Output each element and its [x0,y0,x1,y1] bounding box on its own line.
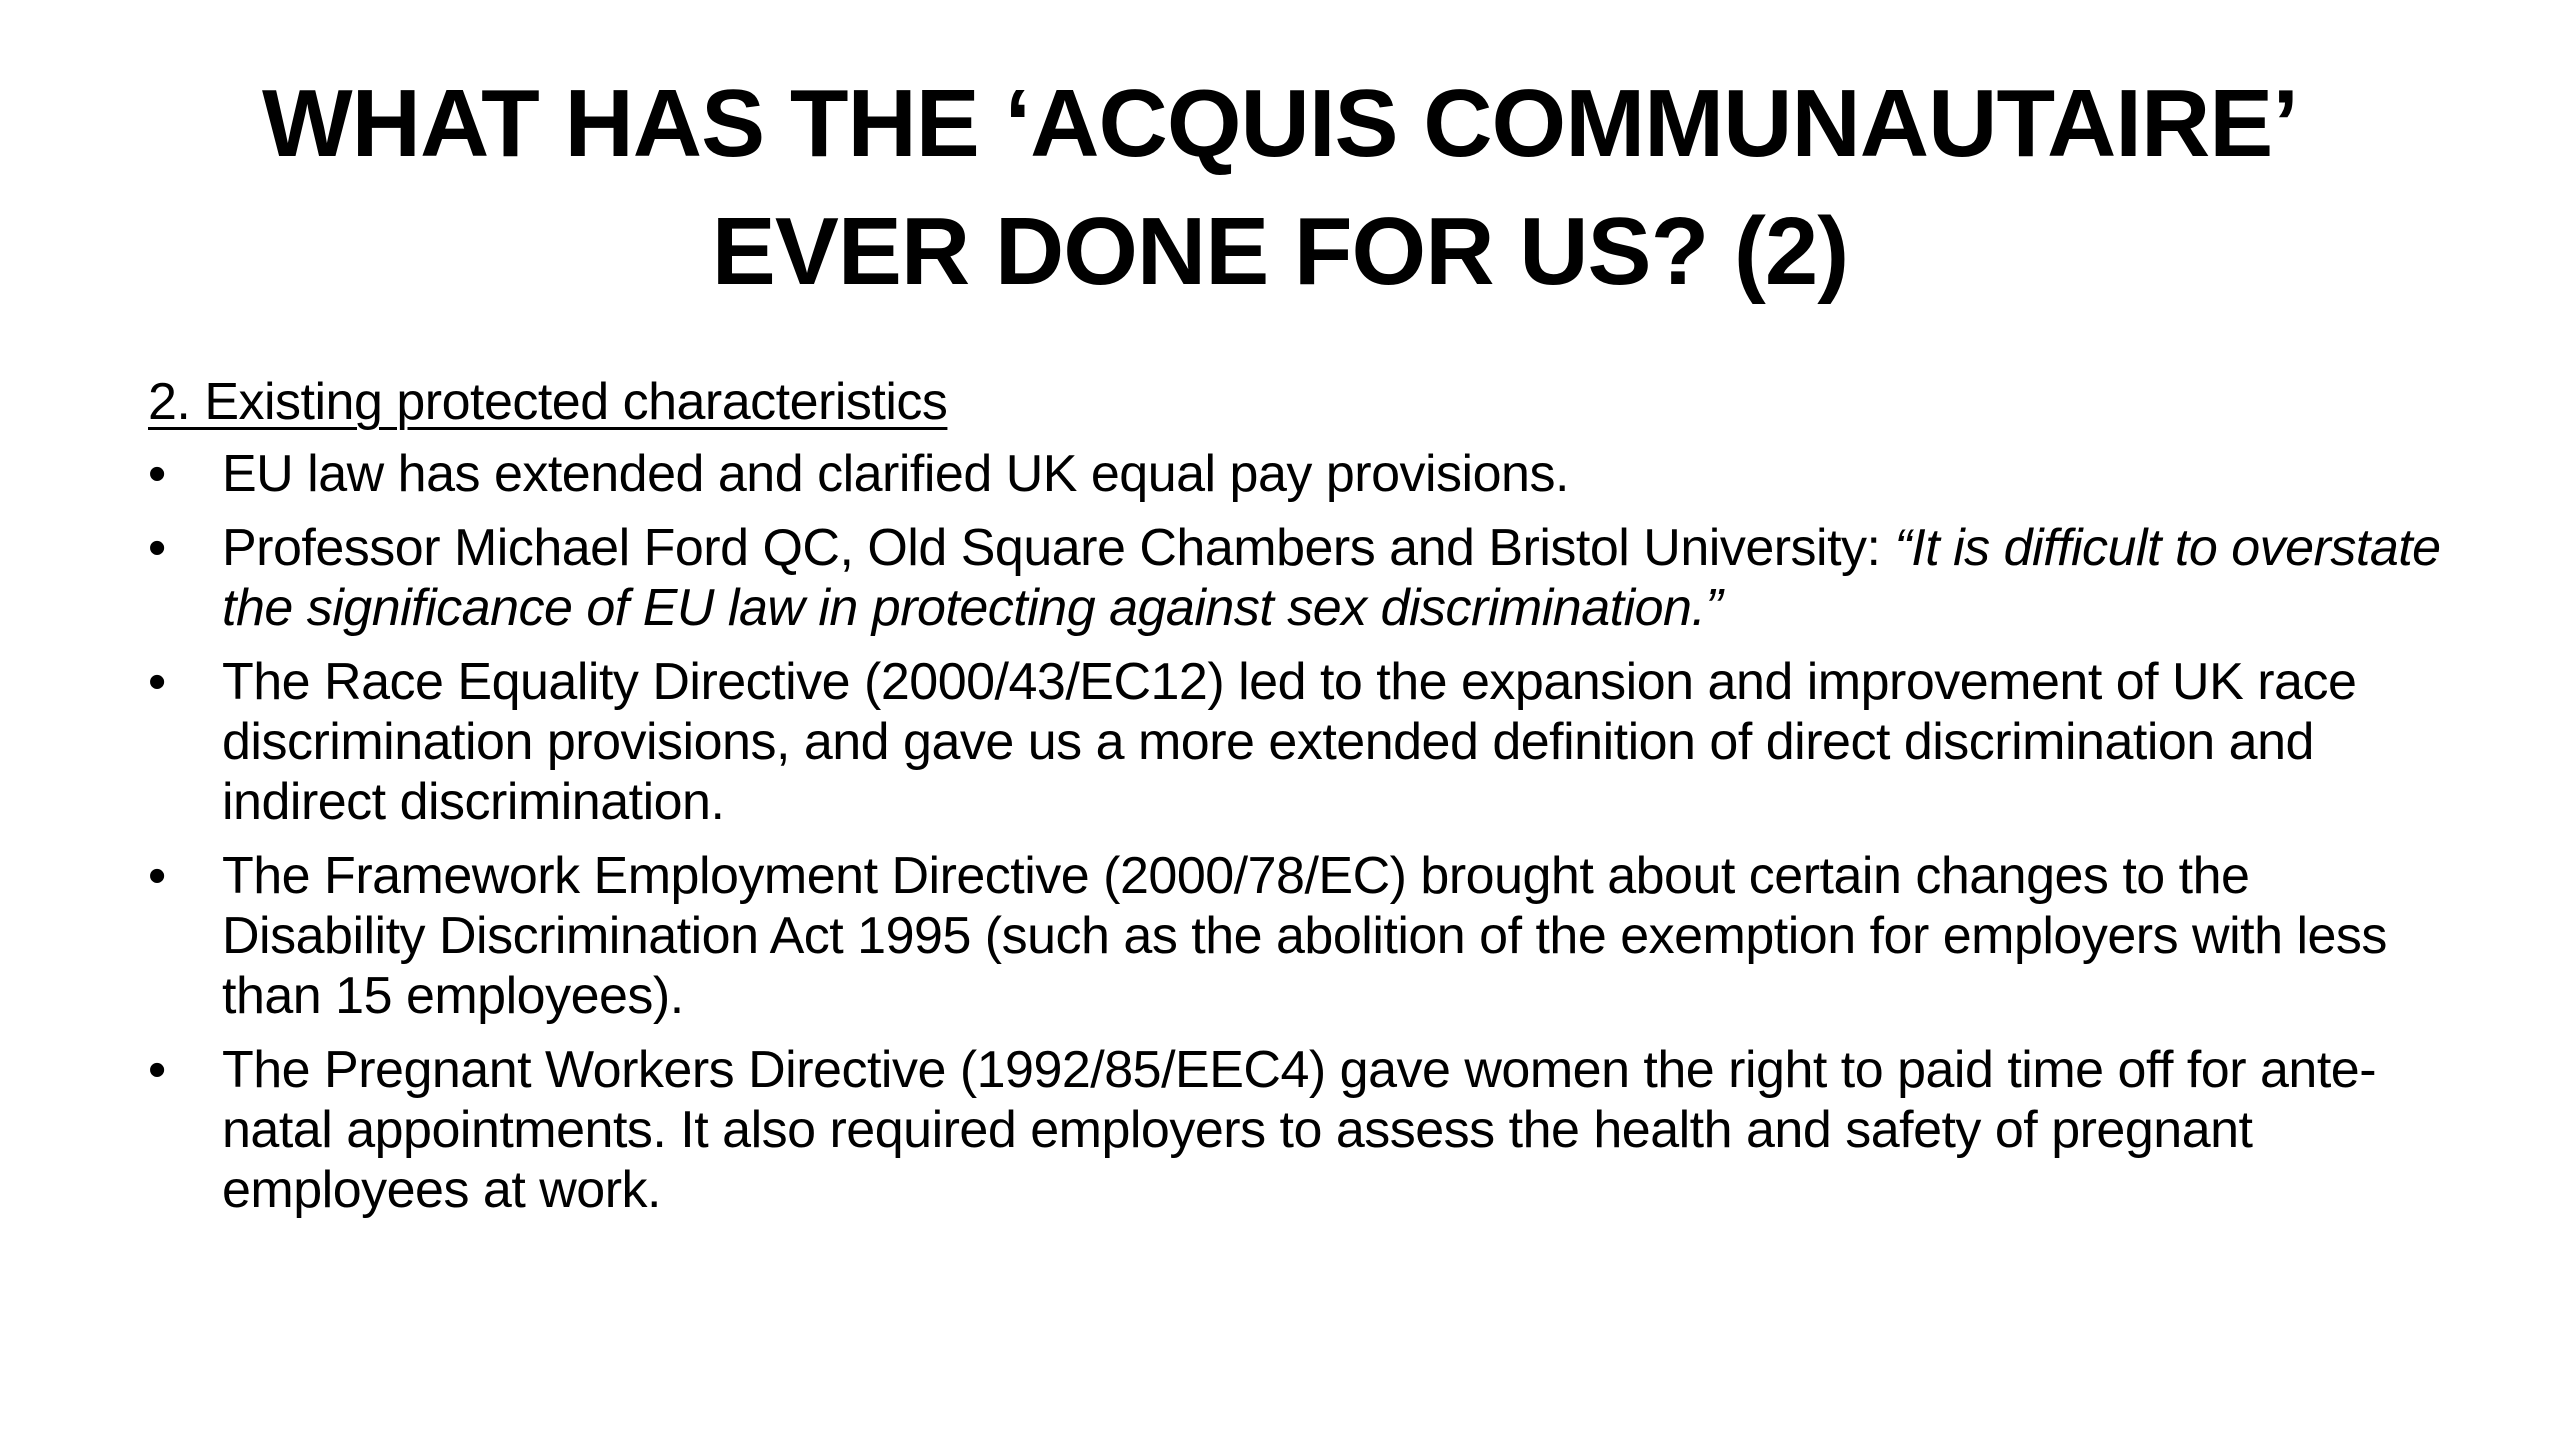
bullet-marker: • [148,847,166,905]
slide-body [148,372,2448,1234]
title-line-1: WHAT HAS THE ‘ACQUIS COMMUNAUTAIRE’ [262,70,2298,177]
bullet-item-3 [148,652,2448,832]
bullet-text: The Race Equality Directive (2000/43/EC12) led to the expansion and improvement of UK race discrimination provisions, and gave us a more extended definition of direct discrimination and indirect discrimination. [222,653,2357,831]
bullet-item-4 [148,846,2448,1026]
slide-title [180,60,2380,316]
bullet-marker: • [148,445,166,503]
bullet-marker: • [148,653,166,711]
bullet-item-1 [148,444,2448,504]
bullet-item-5 [148,1040,2448,1220]
bullet-list [148,444,2448,1220]
bullet-text: Professor Michael Ford QC, Old Square Chambers and Bristol University: [222,519,1895,577]
bullet-marker: • [148,519,166,577]
bullet-text: The Pregnant Workers Directive (1992/85/EEC4) gave women the right to paid time off for ante-natal appointments. It also required employers to assess the health and safety of pregnant employees at work. [222,1041,2377,1219]
bullet-text: The Framework Employment Directive (2000/78/EC) brought about certain changes to the Disability Discrimination Act 1995 (such as the abolition of the exemption for employers with less than 15 employees). [222,847,2387,1025]
section-heading: 2. Existing protected characteristics [148,373,948,431]
bullet-quote: “It is difficult to overstate the significance of EU law in protecting against sex discrimination.” [222,519,2441,637]
bullet-item-2 [148,518,2448,638]
title-line-2: EVER DONE FOR US? (2) [711,198,1849,305]
bullet-marker: • [148,1041,166,1099]
bullet-text: EU law has extended and clarified UK equal pay provisions. [222,445,1569,503]
